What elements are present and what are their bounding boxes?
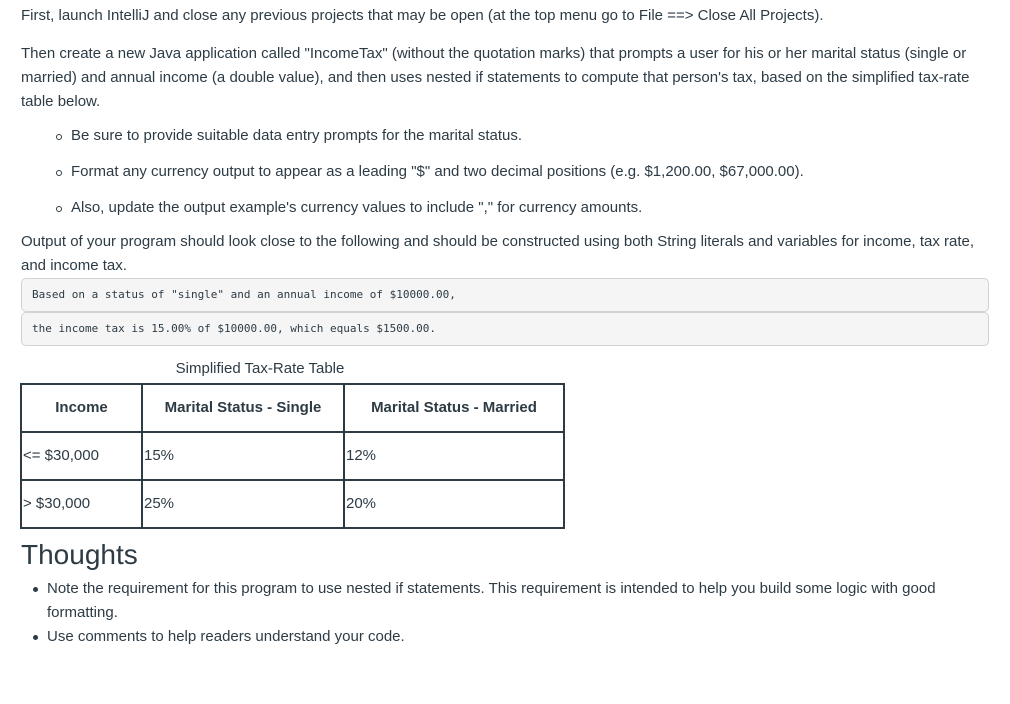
code-block-output-line-2: the income tax is 15.00% of $10000.00, which equals $1500.00.	[21, 312, 989, 346]
list-item: Be sure to provide suitable data entry prompts for the marital status.	[71, 124, 996, 148]
table-cell: 25%	[142, 480, 344, 528]
table-header-row	[21, 384, 564, 432]
table-cell: <= $30,000	[21, 432, 142, 480]
code-block-output-line-1: Based on a status of "single" and an annual income of $10000.00,	[21, 278, 989, 312]
instructions-paragraph: Then create a new Java application called "IncomeTax" (without the quotation marks) that prompts a user for his or her marital status (single or married) and annual income (a double value), and then uses nested if statements to compute that person's tax, based on the simplified tax-rate table below.	[21, 45, 970, 110]
table-cell: 15%	[142, 432, 344, 480]
table-row	[21, 480, 564, 528]
table-cell: 20%	[344, 480, 564, 528]
output-paragraph: Output of your program should look close to the following and should be constructed using both String literals and variables for income, tax rate, and income tax.	[21, 233, 975, 274]
table-header-cell: Income	[21, 384, 142, 432]
table-cell: > $30,000	[21, 480, 142, 528]
tax-rate-table	[20, 383, 565, 529]
list-item: Also, update the output example's currency values to include "," for currency amounts.	[71, 196, 996, 220]
table-cell: 12%	[344, 432, 564, 480]
list-item: Use comments to help readers understand your code.	[47, 625, 996, 649]
thoughts-list	[21, 577, 996, 649]
table-header-cell: Marital Status - Single	[142, 384, 344, 432]
intro-paragraph: First, launch IntelliJ and close any previous projects that may be open (at the top menu go to File ==> Close All Projects).	[21, 7, 824, 24]
list-item: Format any currency output to appear as a leading "$" and two decimal positions (e.g. $1,200.00, $67,000.00).	[71, 160, 996, 184]
requirements-list	[21, 124, 996, 220]
table-header-cell: Marital Status - Married	[344, 384, 564, 432]
list-item: Note the requirement for this program to use nested if statements. This requirement is intended to help you build some logic with good formatting.	[47, 577, 996, 625]
table-row	[21, 432, 564, 480]
table-caption: Simplified Tax-Rate Table	[175, 360, 345, 377]
thoughts-heading: Thoughts	[21, 539, 138, 570]
